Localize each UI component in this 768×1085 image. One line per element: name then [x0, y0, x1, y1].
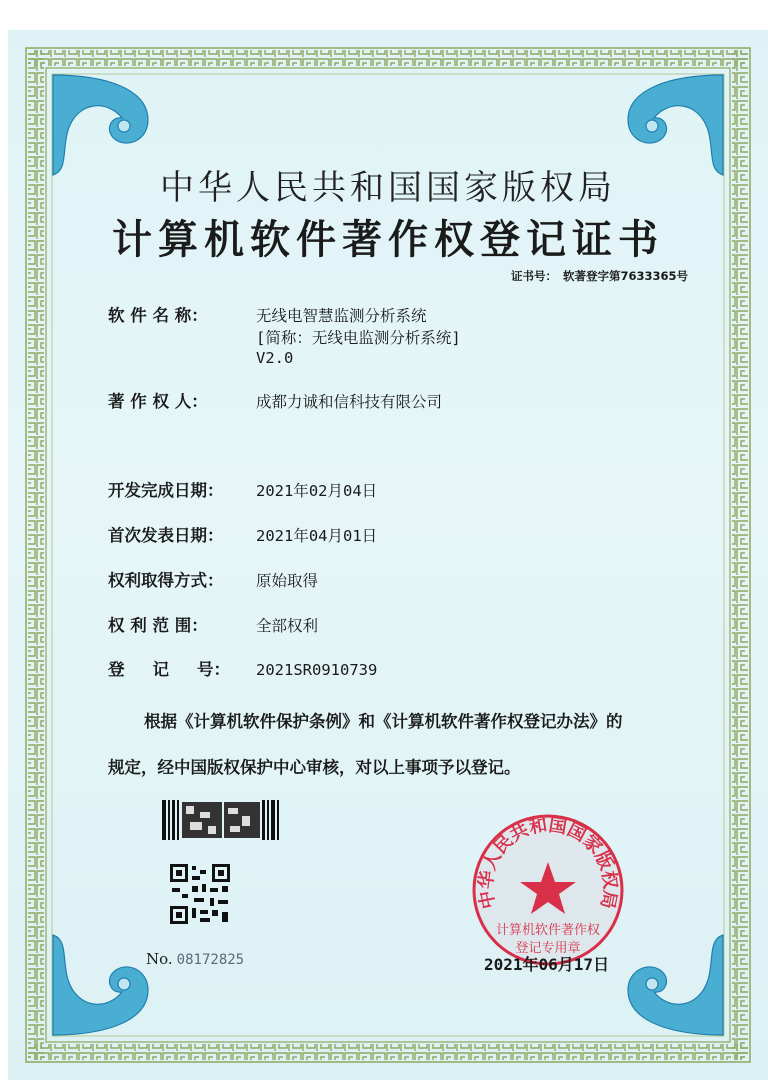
- owner-label: 著 作 权 人：: [108, 392, 208, 411]
- software-version: V2.0: [256, 349, 294, 367]
- software-name-value: 无线电智慧监测分析系统: [256, 307, 427, 325]
- seal-line-1: 计算机软件著作权: [495, 923, 601, 938]
- issuing-authority: 中华人民共和国国家版权局: [160, 168, 616, 208]
- dev-date-value: 2021年02月04日: [256, 482, 378, 500]
- owner-row: [108, 388, 442, 412]
- software-short-name: [简称：无线电监测分析系统]: [256, 329, 461, 347]
- software-name-label: 软 件 名 称：: [108, 306, 208, 325]
- serial-number-label: No.: [146, 950, 173, 968]
- reg-no-row: [108, 656, 377, 680]
- barcode-icon: [162, 800, 280, 840]
- corner-ornament-bottom-left-icon: [48, 930, 158, 1040]
- certificate-number-value: 软著登字第7633365号: [562, 269, 688, 283]
- dev-date-row: [108, 477, 377, 501]
- seal-line-2: 登记专用章: [515, 941, 581, 956]
- reg-no-value: 2021SR0910739: [256, 661, 378, 679]
- issue-date: 2021年06月17日: [484, 955, 610, 974]
- acquire-row: [108, 567, 318, 591]
- official-seal-icon: [468, 810, 628, 970]
- scope-label: 权 利 范 围：: [108, 616, 208, 635]
- reg-no-label: 登 记 号：: [108, 660, 230, 679]
- statement-line-2: 规定，经中国版权保护中心审核，对以上事项予以登记。: [108, 758, 521, 777]
- corner-ornament-bottom-right-icon: [618, 930, 728, 1040]
- software-name-row: [108, 302, 427, 326]
- acquire-label: 权利取得方式：: [108, 571, 224, 590]
- certificate-title: 计算机软件著作权登记证书: [112, 216, 664, 263]
- pub-date-row: [108, 522, 377, 546]
- certificate-paper: [8, 30, 768, 1080]
- scope-value: 全部权利: [256, 617, 319, 635]
- pub-date-label: 首次发表日期：: [108, 526, 224, 545]
- dev-date-label: 开发完成日期：: [108, 481, 224, 500]
- statement-line-1: 根据《计算机软件保护条例》和《计算机软件著作权登记办法》的: [144, 712, 623, 731]
- owner-value: 成都力诚和信科技有限公司: [256, 393, 443, 411]
- serial-number: [146, 950, 244, 968]
- seal-ring-text: 中华人民共和国国家版权局: [475, 814, 621, 911]
- qr-code-icon: [170, 864, 230, 924]
- acquire-value: 原始取得: [256, 572, 319, 590]
- certificate-number-label: 证书号：: [510, 269, 557, 283]
- serial-number-value: 08172825: [176, 952, 245, 968]
- certificate-number: [505, 268, 688, 284]
- pub-date-value: 2021年04月01日: [256, 527, 378, 545]
- scope-row: [108, 612, 318, 636]
